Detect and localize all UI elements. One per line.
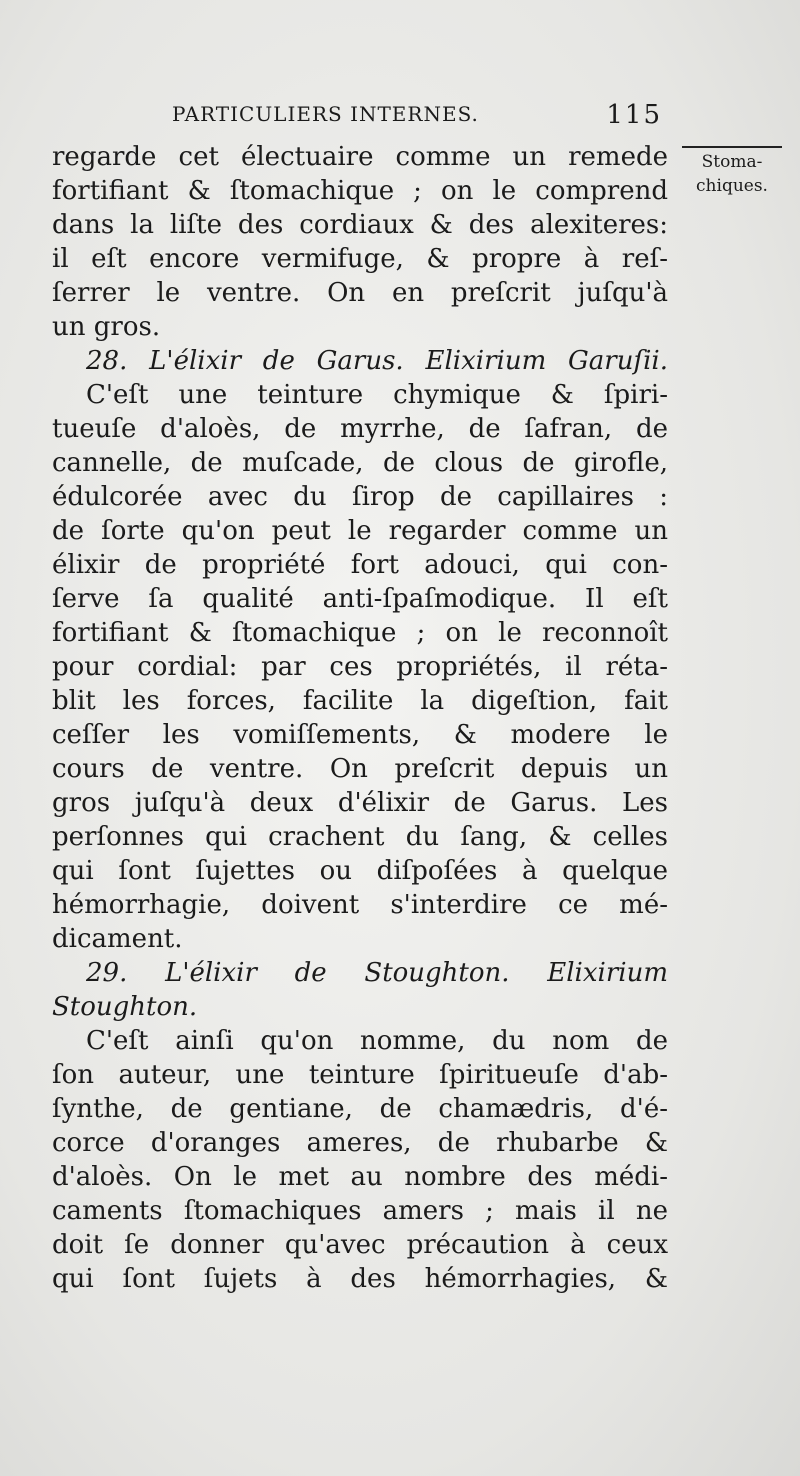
text-line: blit les forces, facilite la digeſtion, fait: [52, 686, 668, 716]
text-line: C'eſt ainſi qu'on nomme, du nom de: [86, 1026, 668, 1056]
text-line: un gros.: [52, 312, 161, 342]
page-number: 115: [606, 100, 662, 130]
text-line: doit ſe donner qu'avec précaution à ceux: [52, 1230, 668, 1260]
text-line: gros juſqu'à deux d'élixir de Garus. Les: [52, 788, 668, 818]
margin-rule: [682, 146, 782, 148]
text-line: perſonnes qui crachent du ſang, & celles: [52, 822, 668, 852]
margin-note-line: Stoma-: [701, 152, 763, 172]
text-line: C'eſt une teinture chymique & ſpiri-: [86, 380, 668, 410]
page-header: [172, 100, 662, 140]
text-line: ſon auteur, une teinture ſpiritueuſe d'ab-: [52, 1060, 668, 1090]
text-line: il eſt encore vermifuge, & propre à reſ-: [52, 244, 668, 274]
text-line: fortifiant & ſtomachique ; on le comprend: [52, 176, 668, 206]
text-line: 28. L'élixir de Garus. Elixirium Garuſii.: [86, 346, 668, 376]
text-line: caments ſtomachiques amers ; mais il ne: [52, 1196, 668, 1226]
text-line: édulcorée avec du ſirop de capillaires :: [52, 482, 668, 512]
text-line: qui ſont ſujets à des hémorrhagies, &: [52, 1264, 668, 1294]
text-line: cannelle, de muſcade, de clous de girofle,: [52, 448, 668, 478]
text-line: tueuſe d'aloès, de myrrhe, de ſafran, de: [52, 414, 668, 444]
text-line: pour cordial: par ces propriétés, il réta-: [52, 652, 668, 682]
text-line: ſerve ſa qualité anti-ſpaſmodique. Il eſt: [52, 584, 668, 614]
running-title: PARTICULIERS INTERNES.: [172, 102, 479, 126]
text-line: ſerrer le ventre. On en preſcrit juſqu'à: [52, 278, 668, 308]
text-line: dans la liſte des cordiaux & des alexiteres:: [52, 210, 668, 240]
text-line: hémorrhagie, doivent s'interdire ce mé-: [52, 890, 668, 920]
text-line: d'aloès. On le met au nombre des médi-: [52, 1162, 668, 1192]
text-line: qui ſont ſujettes ou diſpoſées à quelque: [52, 856, 668, 886]
text-line: ceſſer les vomiſſements, & modere le: [52, 720, 668, 750]
text-line: de ſorte qu'on peut le regarder comme un: [52, 516, 668, 546]
body-text: [52, 140, 668, 1296]
margin-note-line: chiques.: [696, 176, 768, 196]
text-line: fortifiant & ſtomachique ; on le reconnoît: [52, 618, 668, 648]
text-line: élixir de propriété fort adouci, qui con-: [52, 550, 668, 580]
text-line: corce d'oranges ameres, de rhubarbe &: [52, 1128, 668, 1158]
text-line: Stoughton.: [52, 992, 198, 1022]
text-line: dicament.: [52, 924, 183, 954]
text-line: ſynthe, de gentiane, de chamædris, d'é-: [52, 1094, 668, 1124]
text-line: regarde cet électuaire comme un remede: [52, 142, 668, 172]
text-line: cours de ventre. On preſcrit depuis un: [52, 754, 668, 784]
margin-note: [672, 140, 792, 198]
text-line: 29. L'élixir de Stoughton. Elixirium: [86, 958, 668, 988]
